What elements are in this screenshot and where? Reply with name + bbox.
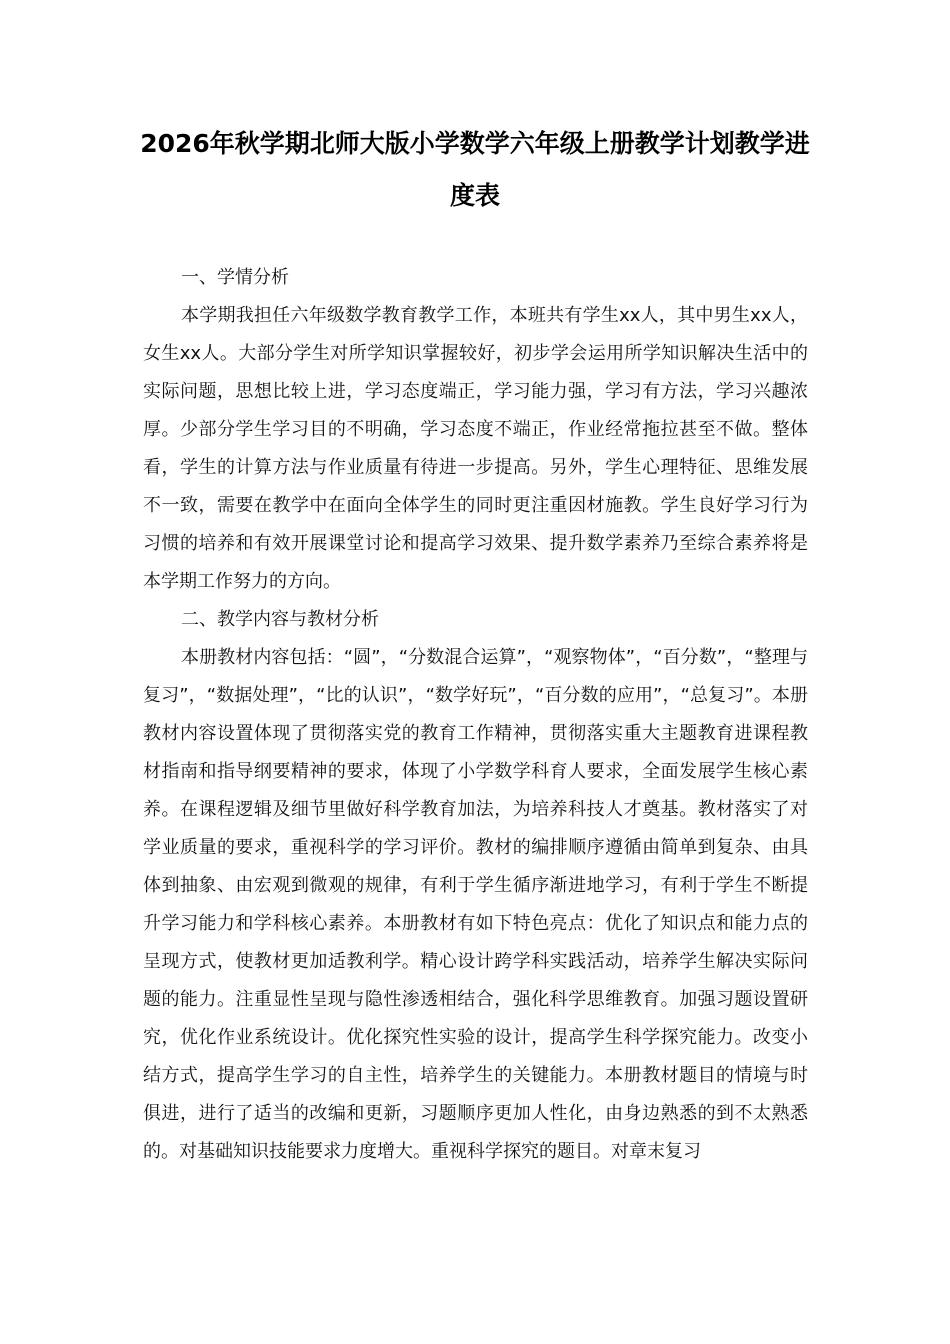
section-student-analysis (143, 259, 808, 601)
paragraph: 本册教材内容包括：“圆”，“分数混合运算”，“观察物体”，“百分数”，“整理与复习”，“数据处理”，“比的认识”，“数学好玩”，“百分数的应用”，“总复习”。本册教材内容设置体现了贯彻落实党的教育工作精神，贯彻落实重大主题教育进课程教材指南和指导纲要精神的要求，体现了小学数学科育人要求，全面发展学生核心素养。在课程逻辑及细节里做好科学教育加法，为培养科技人才奠基。教材落实了对学业质量的要求，重视科学的学习评价。教材的编排顺序遵循由简单到复杂、由具体到抽象、由宏观到微观的规律，有利于学生循序渐进地学习，有利于学生不断提升学习能力和学科核心素养。本册教材有如下特色亮点：优化了知识点和能力点的呈现方式，使教材更加适教利学。精心设计跨学科实践活动，培养学生解决实际问题的能力。注重显性呈现与隐性渗透相结合，强化科学思维教育。加强习题设置研究，优化作业系统设计。优化探究性实验的设计，提高学生科学探究能力。改变小结方式，提高学生学习的自主性，培养学生的关键能力。本册教材题目的情境与时俱进，进行了适当的改编和更新，习题顺序更加人性化，由身边熟悉的到不太熟悉的。对基础知识技能要求力度增大。重视科学探究的题目。对章末复习 (143, 647, 808, 1162)
section-content-analysis (143, 601, 808, 1171)
section-heading: 一、学情分析 (181, 267, 289, 288)
section-heading: 二、教学内容与教材分析 (181, 609, 379, 630)
document-body (143, 259, 808, 1171)
document-title: 2026年秋学期北师大版小学数学六年级上册教学计划教学进度表 (140, 129, 810, 210)
paragraph: 本学期我担任六年级数学教育教学工作，本班共有学生xx人，其中男生xx人，女生xx人。大部分学生对所学知识掌握较好，初步学会运用所学知识解决生活中的实际问题，思想比较上进，学习态度端正，学习能力强，学习有方法，学习兴趣浓厚。少部分学生学习目的不明确，学习态度不端正，作业经常拖拉甚至不做。整体看，学生的计算方法与作业质量有待进一步提高。另外，学生心理特征、思维发展不一致，需要在教学中在面向全体学生的同时更注重因材施教。学生良好学习行为习惯的培养和有效开展课堂讨论和提高学习效果、提升数学素养乃至综合素养将是本学期工作努力的方向。 (143, 305, 808, 592)
